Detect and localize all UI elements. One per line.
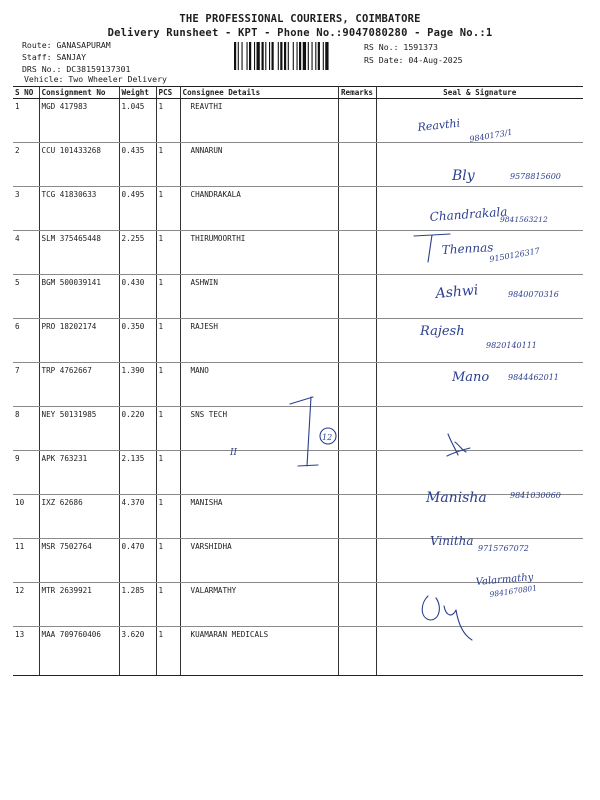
sig-phone-3: 9841563212 bbox=[500, 215, 548, 224]
runsheet-subtitle: Delivery Runsheet - KPT - Phone No.:9047080280 - Page No.:1 bbox=[107, 27, 493, 39]
row-pcs: 1 bbox=[156, 231, 180, 275]
row-sno: 1 bbox=[13, 99, 39, 143]
row-remarks bbox=[338, 143, 376, 187]
sig-phone-6: 9820140111 bbox=[486, 341, 537, 350]
row-consignee: MANISHA bbox=[180, 495, 338, 539]
row-consignment: CCU 101433268 bbox=[39, 143, 119, 187]
sig-phone-11: 9715767072 bbox=[478, 544, 529, 553]
row-consignment: TCG 41830633 bbox=[39, 187, 119, 231]
company-title: THE PROFESSIONAL COURIERS, COIMBATORE bbox=[179, 13, 421, 25]
table-row bbox=[13, 407, 583, 451]
row-remarks bbox=[338, 539, 376, 583]
row-pcs: 1 bbox=[156, 275, 180, 319]
row-remarks bbox=[338, 583, 376, 627]
sig-phone-7: 9844462011 bbox=[508, 373, 559, 382]
row-remarks bbox=[338, 187, 376, 231]
row-weight: 0.430 bbox=[119, 275, 156, 319]
sig-phone-12: 9841670801 bbox=[489, 583, 538, 599]
row-weight: 4.370 bbox=[119, 495, 156, 539]
row-consignment: TRP 4762667 bbox=[39, 363, 119, 407]
col-header-sno: S NO bbox=[13, 87, 39, 99]
row-weight: 0.220 bbox=[119, 407, 156, 451]
row-sno: 9 bbox=[13, 451, 39, 495]
sig-phone-5: 9840070316 bbox=[508, 290, 559, 299]
row-signature bbox=[376, 319, 583, 363]
row-remarks bbox=[338, 99, 376, 143]
row-remarks bbox=[338, 495, 376, 539]
sig-name-6: Rajesh bbox=[420, 324, 465, 339]
table-row bbox=[13, 187, 583, 231]
row-sno: 8 bbox=[13, 407, 39, 451]
sig-phone-2: 9578815600 bbox=[510, 172, 561, 181]
sig-name-3: Chandrakala bbox=[429, 204, 508, 224]
table-row bbox=[13, 627, 583, 676]
sig-name-11: Vinitha bbox=[430, 534, 474, 548]
rs-number: RS No.: 1591373 bbox=[364, 42, 438, 52]
table-row bbox=[13, 539, 583, 583]
row-sno: 3 bbox=[13, 187, 39, 231]
table-header-row bbox=[13, 87, 583, 99]
row-pcs: 1 bbox=[156, 187, 180, 231]
sig-phone-1: 9840173/1 bbox=[468, 127, 514, 144]
row-weight: 0.470 bbox=[119, 539, 156, 583]
row-weight: 2.135 bbox=[119, 451, 156, 495]
vehicle-label: Vehicle: Two Wheeler Delivery bbox=[24, 74, 167, 84]
row-consignee: SNS TECH bbox=[180, 407, 338, 451]
row-pcs: 1 bbox=[156, 583, 180, 627]
barcode-image bbox=[234, 42, 358, 70]
row-consignee: THIRUMOORTHI bbox=[180, 231, 338, 275]
row-consignee: MANO bbox=[180, 363, 338, 407]
row-consignment: MTR 2639921 bbox=[39, 583, 119, 627]
row-remarks bbox=[338, 627, 376, 676]
col-header-remarks: Remarks bbox=[338, 87, 376, 99]
row-signature bbox=[376, 99, 583, 143]
row-remarks bbox=[338, 231, 376, 275]
table-row bbox=[13, 99, 583, 143]
sig-name-12: Valarmathy bbox=[475, 571, 534, 588]
col-header-signature: Seal & Signature bbox=[376, 87, 583, 99]
row-pcs: 1 bbox=[156, 407, 180, 451]
col-header-pcs: PCS bbox=[156, 87, 180, 99]
sig-name-2: Bly bbox=[452, 168, 475, 184]
row-signature bbox=[376, 583, 583, 627]
row-weight: 1.045 bbox=[119, 99, 156, 143]
sig-name-1: Reavthi bbox=[416, 116, 461, 134]
sig-circle-text-9: 12 bbox=[322, 433, 333, 442]
table-row bbox=[13, 231, 583, 275]
row-signature bbox=[376, 407, 583, 451]
row-consignment: SLM 375465448 bbox=[39, 231, 119, 275]
row-weight: 3.620 bbox=[119, 627, 156, 676]
col-header-weight: Weight bbox=[119, 87, 156, 99]
row-pcs: 1 bbox=[156, 363, 180, 407]
table-row bbox=[13, 363, 583, 407]
table-row bbox=[13, 583, 583, 627]
table-row bbox=[13, 275, 583, 319]
row-consignment: PRO 18202174 bbox=[39, 319, 119, 363]
row-consignment: MAA 709760406 bbox=[39, 627, 119, 676]
row-weight: 0.435 bbox=[119, 143, 156, 187]
row-signature bbox=[376, 187, 583, 231]
row-weight: 0.495 bbox=[119, 187, 156, 231]
row-sno: 4 bbox=[13, 231, 39, 275]
row-pcs: 1 bbox=[156, 143, 180, 187]
row-consignment: IXZ 62686 bbox=[39, 495, 119, 539]
sig-mark-9: II bbox=[230, 448, 238, 458]
row-sno: 10 bbox=[13, 495, 39, 539]
row-consignee: CHANDRAKALA bbox=[180, 187, 338, 231]
row-sno: 6 bbox=[13, 319, 39, 363]
row-pcs: 1 bbox=[156, 539, 180, 583]
col-header-consignment: Consignment No bbox=[39, 87, 119, 99]
row-signature bbox=[376, 363, 583, 407]
row-consignee: ASHWIN bbox=[180, 275, 338, 319]
row-weight: 1.285 bbox=[119, 583, 156, 627]
row-consignee: RAJESH bbox=[180, 319, 338, 363]
row-consignment: MGD 417983 bbox=[39, 99, 119, 143]
row-sno: 13 bbox=[13, 627, 39, 676]
route-label: Route: GANASAPURAM bbox=[22, 40, 111, 50]
row-consignment: MSR 7502764 bbox=[39, 539, 119, 583]
drs-number: DRS No.: DC38159137301 bbox=[22, 64, 131, 74]
sig-name-5: Ashwi bbox=[434, 282, 479, 302]
row-remarks bbox=[338, 319, 376, 363]
row-signature bbox=[376, 231, 583, 275]
row-remarks bbox=[338, 363, 376, 407]
row-consignee: VALARMATHY bbox=[180, 583, 338, 627]
sig-phone-10: 9841030060 bbox=[510, 491, 561, 500]
sig-phone-4: 9150126317 bbox=[488, 246, 541, 264]
sig-name-7: Mano bbox=[452, 370, 490, 385]
runsheet-table bbox=[13, 86, 583, 676]
row-signature bbox=[376, 627, 583, 676]
row-remarks bbox=[338, 451, 376, 495]
row-signature bbox=[376, 539, 583, 583]
row-pcs: 1 bbox=[156, 99, 180, 143]
row-consignee: VARSHIDHA bbox=[180, 539, 338, 583]
col-header-details: Consignee Details bbox=[180, 87, 338, 99]
row-pcs: 1 bbox=[156, 627, 180, 676]
table-row bbox=[13, 319, 583, 363]
row-consignee: REAVTHI bbox=[180, 99, 338, 143]
staff-label: Staff: SANJAY bbox=[22, 52, 87, 62]
row-consignee: KUAMARAN MEDICALS bbox=[180, 627, 338, 676]
row-pcs: 1 bbox=[156, 451, 180, 495]
row-signature bbox=[376, 275, 583, 319]
row-signature bbox=[376, 143, 583, 187]
table-row bbox=[13, 143, 583, 187]
row-pcs: 1 bbox=[156, 319, 180, 363]
row-sno: 11 bbox=[13, 539, 39, 583]
row-sno: 12 bbox=[13, 583, 39, 627]
row-sno: 2 bbox=[13, 143, 39, 187]
row-remarks bbox=[338, 275, 376, 319]
table-row bbox=[13, 495, 583, 539]
row-weight: 2.255 bbox=[119, 231, 156, 275]
table-row bbox=[13, 451, 583, 495]
row-signature bbox=[376, 495, 583, 539]
row-sno: 5 bbox=[13, 275, 39, 319]
row-consignment: APK 763231 bbox=[39, 451, 119, 495]
sig-name-10: Manisha bbox=[426, 490, 487, 506]
row-consignee: ANNARUN bbox=[180, 143, 338, 187]
row-consignment: NEY 50131985 bbox=[39, 407, 119, 451]
row-pcs: 1 bbox=[156, 495, 180, 539]
row-consignment: BGM 500039141 bbox=[39, 275, 119, 319]
row-remarks bbox=[338, 407, 376, 451]
row-sno: 7 bbox=[13, 363, 39, 407]
row-consignee bbox=[180, 451, 338, 495]
rs-date: RS Date: 04-Aug-2025 bbox=[364, 55, 463, 65]
row-weight: 1.390 bbox=[119, 363, 156, 407]
row-signature bbox=[376, 451, 583, 495]
sig-name-4: Thennas bbox=[441, 240, 494, 257]
row-weight: 0.350 bbox=[119, 319, 156, 363]
